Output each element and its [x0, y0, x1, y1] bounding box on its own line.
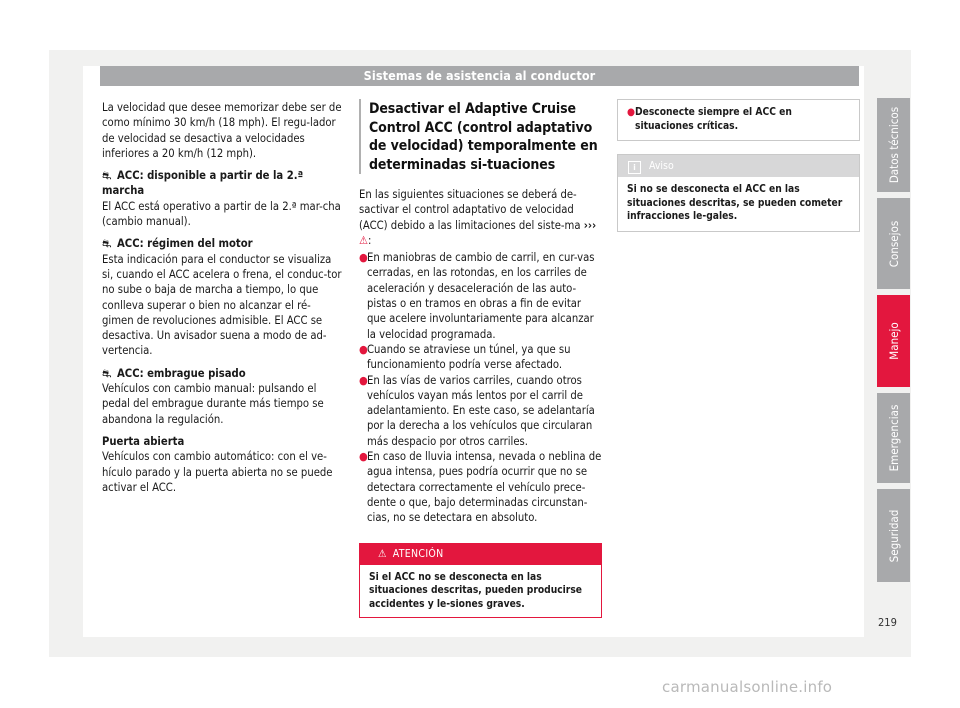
tab-emergencias[interactable]: [877, 393, 910, 483]
list-item: [359, 250, 602, 342]
info-icon: i: [628, 161, 641, 174]
bullet-icon: ●: [359, 373, 368, 387]
notice-box: [617, 154, 860, 232]
subheading-clutch: [102, 366, 342, 381]
clutch-paragraph: Vehículos con cambio manual: pulsando el pedal del embrague durante más tiempo se abandona la regulación.: [102, 382, 324, 426]
warning-triangle-icon: ⚠: [359, 233, 369, 247]
bullet-icon: ●: [359, 251, 368, 265]
column-right: [617, 99, 860, 232]
page-number: 219: [878, 616, 897, 629]
list-item: [359, 449, 602, 525]
notice-text: Si no se desconecta el ACC en las situaciones descritas, se pueden cometer infracciones le-gales.: [627, 184, 843, 222]
subheading-gear: [102, 168, 342, 199]
subheading-gear-text: ACC: disponible a partir de la 2.ª marcha: [102, 169, 304, 198]
list-item: [359, 342, 602, 373]
door-paragraph: Vehículos con cambio automático: con el ve-hículo parado y la puerta abierta no se puede activar el ACC.: [102, 450, 333, 494]
bullet-icon: ●: [359, 342, 368, 356]
list-item-text: En maniobras de cambio de carril, en cur-vas cerradas, en las rotondas, en los carriles de aceleración y desaceleración de las auto-pistas o en tramos en obras a fin de evitar que acelere involuntariamente para alcanzar la velocidad programada.: [367, 251, 595, 341]
warning-text: Si el ACC no se desconecta en las situaciones descritas, pueden producirse accidentes y le-siones graves.: [369, 571, 583, 610]
tab-label: Datos técnicos: [886, 106, 901, 184]
notice-header: [618, 155, 859, 177]
intro-paragraph: La velocidad que desee memorizar debe ser de como mínimo 30 km/h (18 mph). El regu-lador de velocidad se desactiva a velocidades inferiores a 20 km/h (12 mph).: [102, 101, 342, 160]
notice-title: Aviso: [649, 160, 674, 172]
list-item: [359, 373, 602, 449]
tab-datos-tecnicos[interactable]: [877, 98, 910, 192]
car-icon: ⛐: [102, 169, 112, 183]
tab-seguridad[interactable]: [877, 489, 910, 582]
car-icon: ⛐: [102, 366, 112, 380]
list-item-text: En caso de lluvia intensa, nevada o neblina de agua intensa, pues podría ocurrir que no se detectara correctamente el vehículo prece-dente o que, bajo determinadas circunstan-cias, no se detectara en absoluto.: [367, 450, 602, 525]
column-middle: [359, 99, 602, 618]
subheading-engine: [102, 236, 342, 251]
tab-label: Consejos: [886, 220, 901, 267]
bullet-icon: ●: [627, 107, 635, 118]
tab-consejos[interactable]: [877, 198, 910, 289]
warning-header: [360, 544, 601, 565]
subheading-engine-text: ACC: régimen del motor: [117, 237, 253, 251]
bullet-icon: ●: [359, 450, 368, 464]
deactivate-intro-text: En las siguientes situaciones se deberá de-sactivar el control adaptativo de velocidad (ACC) debido a las limitaciones del siste-ma: [359, 188, 581, 232]
tab-label: Manejo: [886, 322, 901, 360]
critical-note-box: [617, 99, 860, 141]
watermark: carmanualsonline.info: [662, 678, 833, 696]
see-more-arrows[interactable]: ›››: [583, 218, 597, 232]
subheading-door: Puerta abierta: [102, 434, 185, 448]
critical-note-text: Desconecte siempre el ACC en situaciones críticas.: [635, 107, 792, 132]
gear-paragraph: El ACC está operativo a partir de la 2.ª mar-cha (cambio manual).: [102, 199, 341, 229]
warning-title: ATENCIÓN: [392, 547, 444, 560]
tab-label: Emergencias: [886, 404, 901, 472]
engine-paragraph: Esta indicación para el conductor se visualiza si, cuando el ACC acelera o frena, el conduc-tor no sube o baja de marcha a tiempo, lo que conlleva superar o bien no alcanzar el ré-gimen de revoluciones admisible. El ACC se desactiva. Un avisador suena a modo de ad-vertencia.: [102, 252, 342, 358]
list-item-text: En las vías de varios carriles, cuando otros vehículos vayan más lentos por el carril de adelantamiento. En este caso, se adelantaría por la derecha a los vehículos que circularan más despacio por otros carriles.: [367, 373, 595, 448]
subheading-clutch-text: ACC: embrague pisado: [117, 366, 246, 380]
warning-triangle-icon: ⚠: [378, 547, 387, 560]
list-item-text: Cuando se atraviese un túnel, ya que su funcionamiento podría verse afectado.: [367, 342, 571, 372]
car-icon: ⛐: [102, 237, 112, 251]
deactivate-intro: [359, 187, 602, 248]
column-left: [102, 100, 342, 502]
warning-box: [359, 543, 602, 619]
tab-manejo[interactable]: [877, 295, 910, 387]
tab-label: Seguridad: [886, 509, 901, 562]
critical-note: [618, 100, 859, 140]
section-heading: Desactivar el Adaptive Cruise Control ACC (control adaptativo de velocidad) temporalmente en determinadas si-tuaciones: [359, 99, 602, 174]
intro-colon: :: [368, 233, 372, 247]
section-header: Sistemas de asistencia al conductor: [100, 66, 859, 86]
